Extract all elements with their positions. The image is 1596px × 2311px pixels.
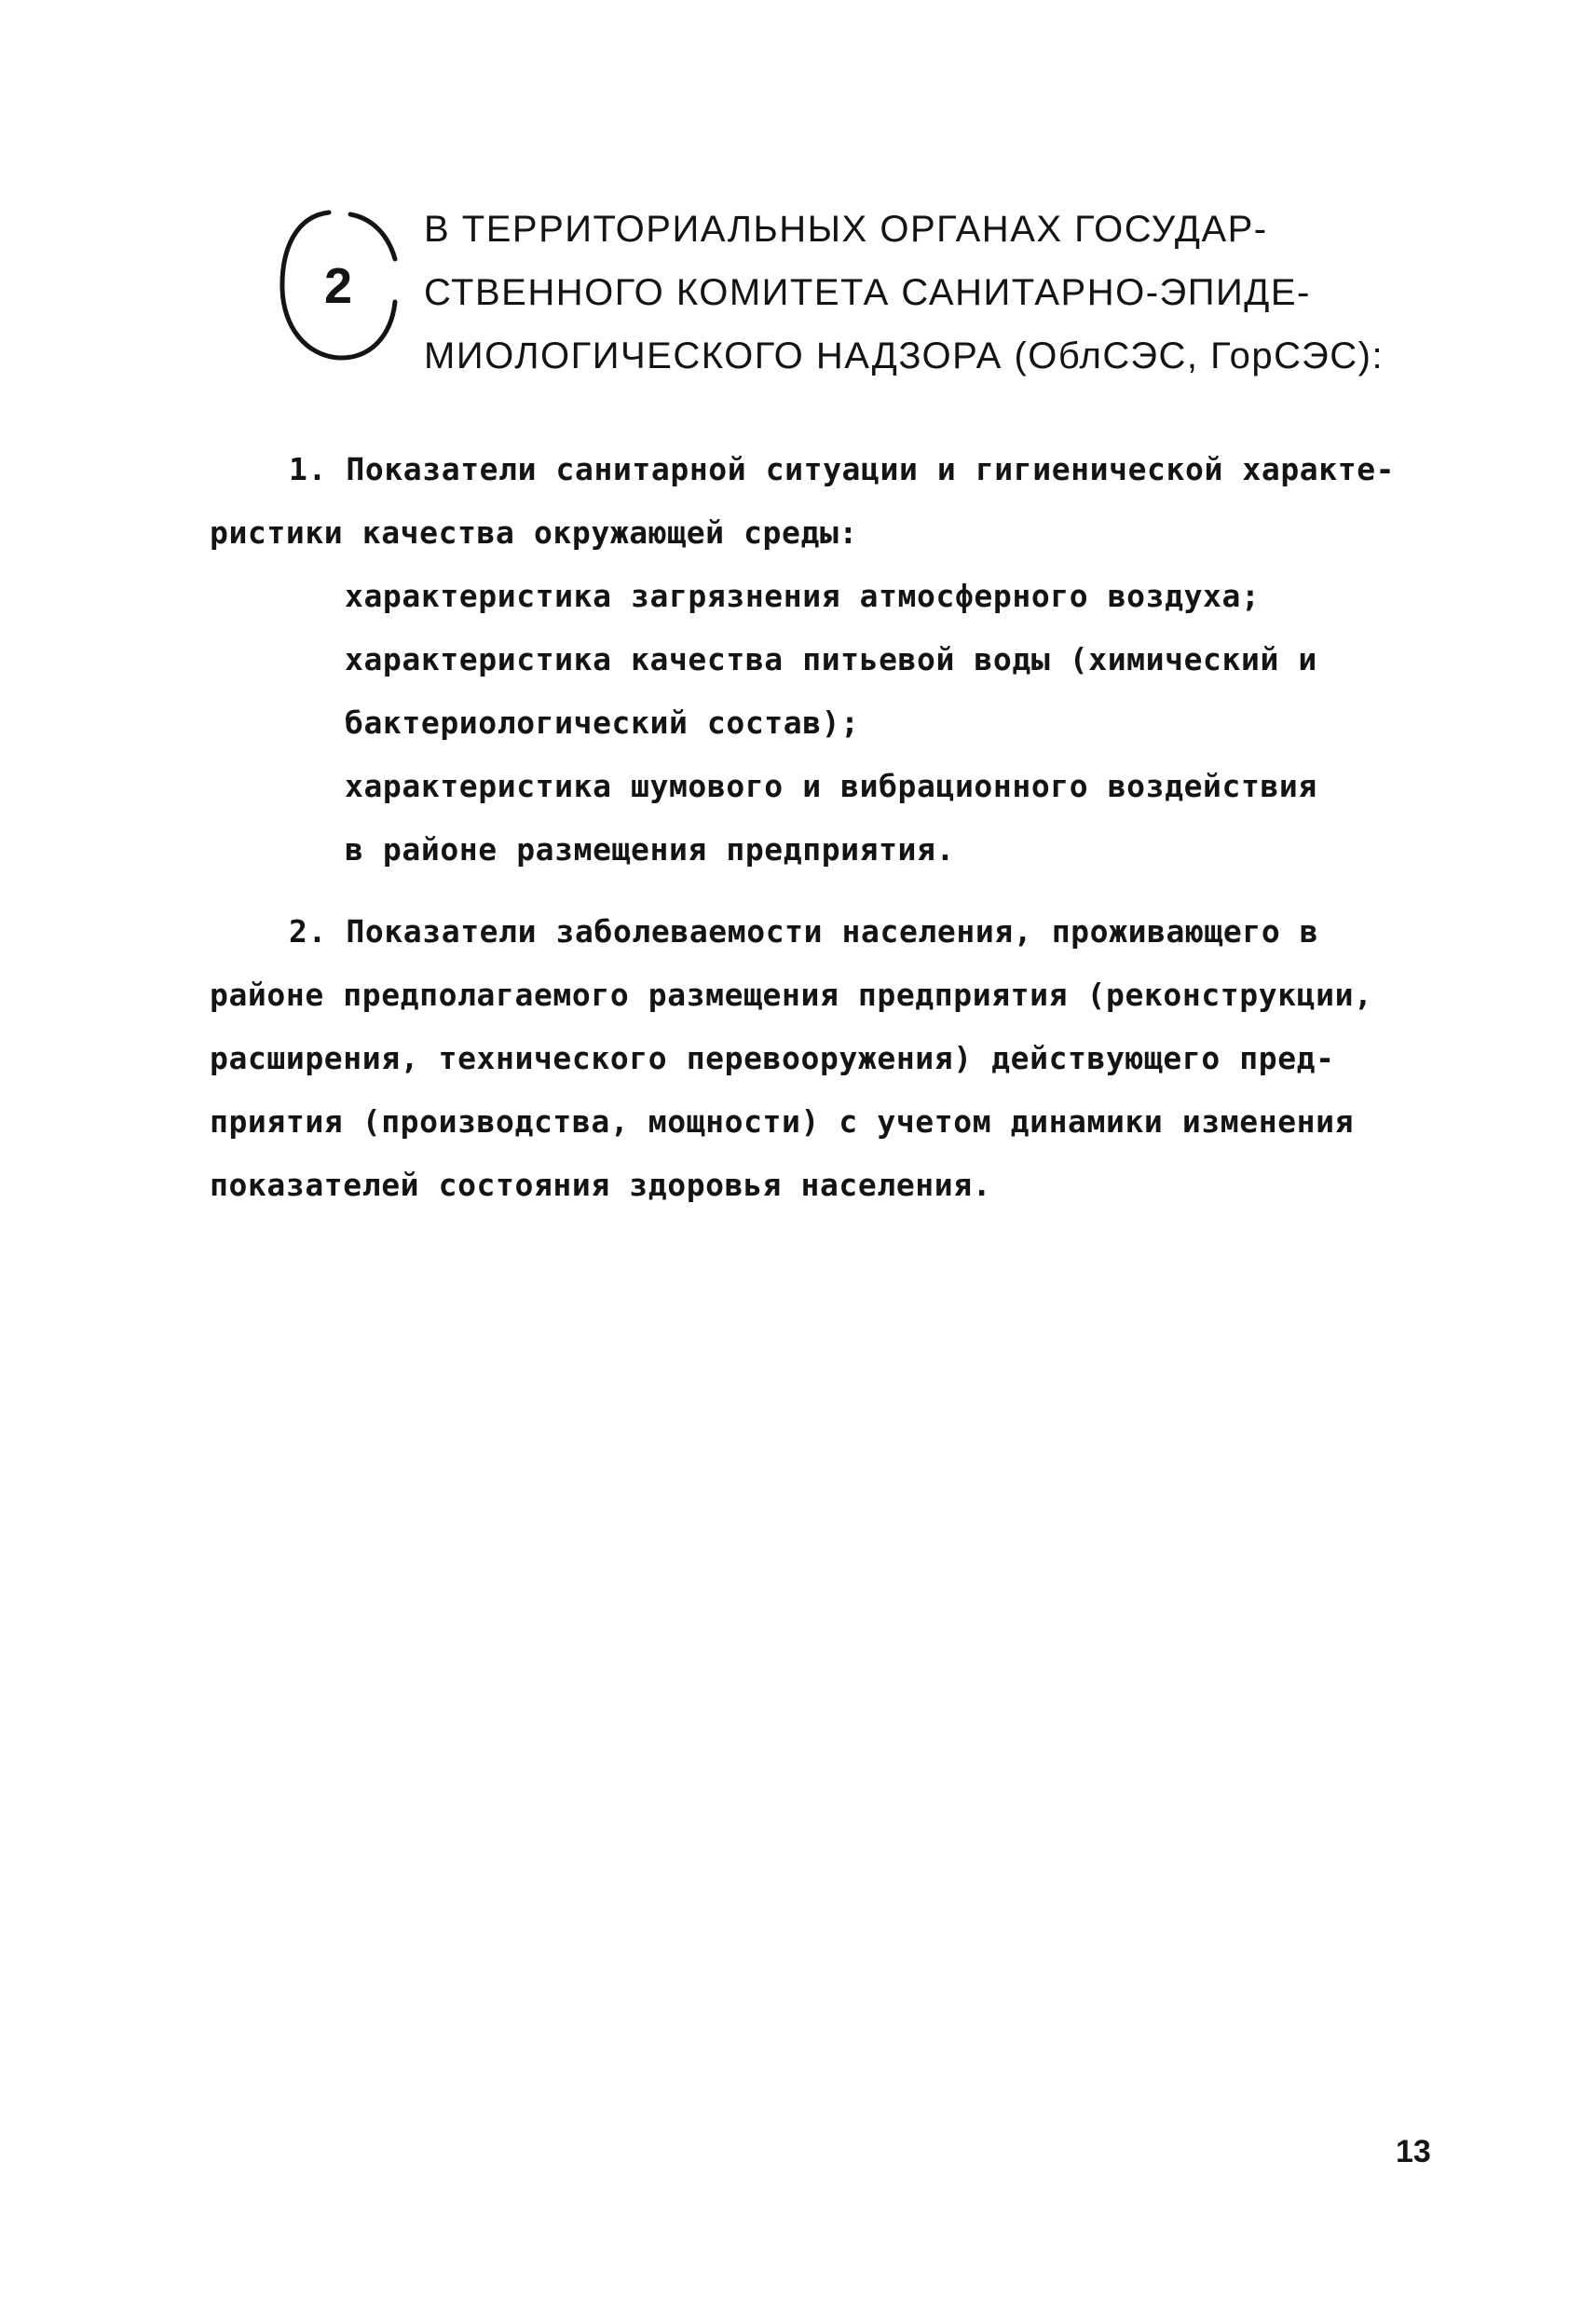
item-1 <box>210 438 1458 882</box>
item-1-sub-line: характеристика загрязнения атмосферного воздуха; <box>345 578 1261 614</box>
item-2 <box>210 900 1458 1217</box>
item-2-line: 2. Показатели заболеваемости населения, проживающего в <box>289 913 1319 950</box>
item-1-sub-line: в районе размещения предприятия. <box>345 831 955 868</box>
item-2-line: расширения, технического перевооружения) действующего пред- <box>210 1040 1335 1076</box>
item-1-sub-line: бактериологический состав); <box>345 704 860 741</box>
section-title-line: МИОЛОГИЧЕСКОГО НАДЗОРА (ОблСЭС, ГорСЭС): <box>424 335 1385 376</box>
page-number: 13 <box>1396 2134 1431 2169</box>
item-2-line: районе предполагаемого размещения предприятия (реконструкции, <box>210 977 1373 1013</box>
item-1-line: 1. Показатели санитарной ситуации и гигиенической характе- <box>289 451 1396 487</box>
item-1-sub-line: характеристика шумового и вибрационного воздействия <box>345 768 1317 804</box>
section-number-badge <box>278 207 399 365</box>
section-title-line: СТВЕННОГО КОМИТЕТА САНИТАРНО-ЭПИДЕ- <box>424 272 1311 313</box>
section-title-line: В ТЕРРИТОРИАЛЬНЫХ ОРГАНАХ ГОСУДАР- <box>424 209 1268 250</box>
item-1-sub-line: характеристика качества питьевой воды (химический и <box>345 641 1317 677</box>
section-number: 2 <box>323 258 353 314</box>
item-2-line: показателей состояния здоровья населения. <box>210 1167 992 1203</box>
section-title <box>424 198 1449 388</box>
item-1-line: ристики качества окружающей среды: <box>210 514 858 551</box>
item-2-line: приятия (производства, мощности) с учетом динамики изменения <box>210 1103 1355 1140</box>
